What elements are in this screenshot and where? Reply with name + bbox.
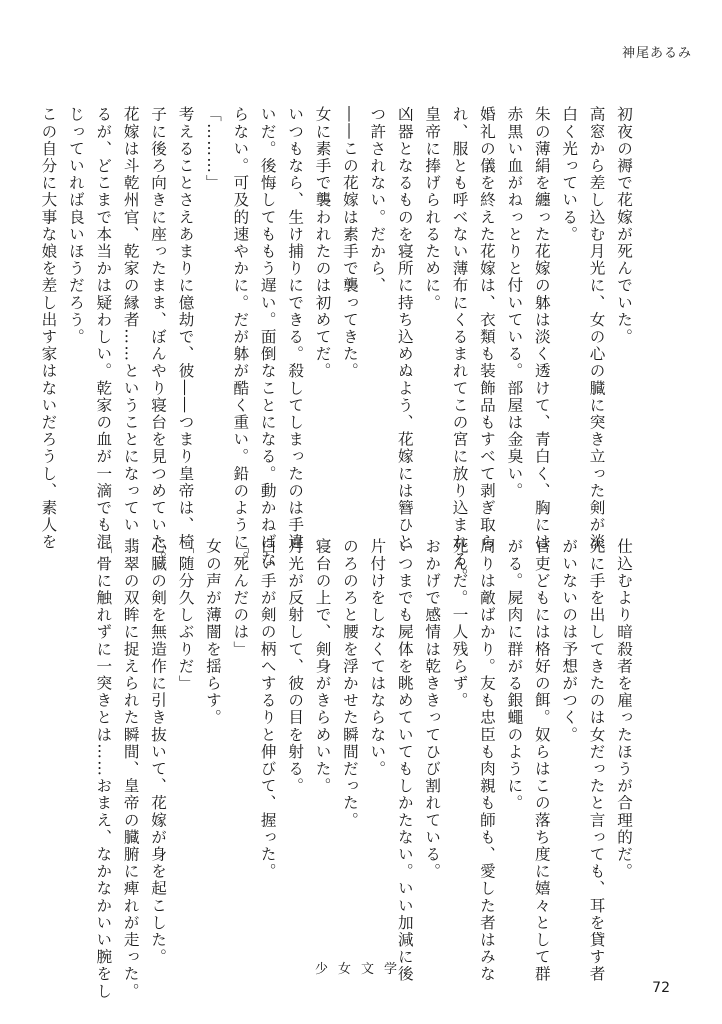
text-line: 白く光っている。 bbox=[560, 106, 579, 243]
text-line: 周りは敵ばかり。友も忠臣も肉親も師も、愛した者はみな bbox=[477, 538, 496, 983]
text-line: 皇帝に捧げられるために。 bbox=[423, 106, 442, 312]
text-line: おかげで感情は乾ききってひび割れている。 bbox=[423, 538, 442, 880]
text-line: いつまでも屍体を眺めていてもしかたない。いい加減に後 bbox=[395, 538, 414, 983]
text-line: 先に手を出してきたのは女だったと言っても、耳を貸す者 bbox=[587, 538, 606, 983]
text-line: 赤黒い血がねっとりと付いている。部屋は金臭い。 bbox=[505, 106, 524, 500]
text-line: この自分に大事な娘を差し出す家はないだろうし、素人を bbox=[39, 106, 58, 551]
text-line: ――この花嫁は素手で襲ってきた。 bbox=[340, 106, 359, 380]
text-line: 朱の薄絹を纏った花嫁の躰は淡く透けて、青白く、胸には bbox=[532, 106, 551, 551]
text-line: 翡翠の双眸に捉えられた瞬間、皇帝の臓腑に痺れが走った。 bbox=[121, 538, 140, 1000]
text-line: いつもなら、生け捕りにできる。殺してしまったのは手違 bbox=[286, 106, 305, 551]
text-line: いだ。後悔してももう遅い。面倒なことになる。動かねばな bbox=[258, 106, 277, 568]
text-line: 女に素手で襲われたのは初めてだ。 bbox=[313, 106, 332, 380]
text-line: 死んだ。一人残らず。 bbox=[450, 538, 469, 709]
text-line: 「骨に触れずに一突きとは……おまえ、なかなかいい腕をし bbox=[94, 538, 113, 1000]
text-line: 官吏どもには格好の餌。奴らはこの落ち度に嬉々として群 bbox=[532, 538, 551, 983]
text-line: 「随分久しぶりだ」 bbox=[176, 538, 195, 692]
text-line: 月光が反射して、彼の目を射る。 bbox=[286, 538, 305, 795]
text-line: 女の声が薄闇を揺らす。 bbox=[203, 538, 222, 727]
text-line: 片付けをしなくてはならない。 bbox=[368, 538, 387, 778]
text-line: 花嫁は斗乾州官、乾家の縁者……ということになってい bbox=[121, 106, 140, 534]
text-line: 婚礼の儀を終えた花嫁は、衣類も装飾品もすべて剥ぎ取ら bbox=[477, 106, 496, 551]
text-line: 寝台の上で、剣身がきらめいた。 bbox=[313, 538, 332, 795]
text-line: 子に後ろ向きに座ったまま、ぼんやり寝台を見つめていた。 bbox=[149, 106, 168, 568]
text-line: つ許されない。だから、 bbox=[368, 106, 387, 295]
page-number: 72 bbox=[652, 980, 670, 996]
text-line: 白い手が剣の柄へするりと伸びて、握った。 bbox=[258, 538, 277, 880]
text-line: 初夜の褥で花嫁が死んでいた。 bbox=[615, 106, 633, 346]
text-line: 凶器となるものを寝所に持ち込めぬよう、花嫁には簪ひと bbox=[395, 106, 414, 551]
text-line: 「死んだのは」 bbox=[231, 538, 250, 658]
text-line: じっていれば良いほうだろう。 bbox=[66, 106, 85, 346]
text-line: がいないのは予想がつく。 bbox=[560, 538, 579, 744]
text-line: のろのろと腰を浮かせた瞬間だった。 bbox=[340, 538, 359, 829]
text-line: 高窓から差し込む月光に、女の心の臓に突き立った剣が淡 bbox=[587, 106, 606, 551]
author-name: 神尾あるみ bbox=[621, 46, 692, 61]
text-line: 仕込むより暗殺者を雇ったほうが合理的だ。 bbox=[615, 538, 633, 880]
text-line: がる。屍肉に群がる銀蠅のように。 bbox=[505, 538, 524, 812]
text-line: るが、どこまで本当かは疑わしい。乾家の血が一滴でも混 bbox=[94, 106, 113, 551]
text-line: 心臓の剣を無造作に引き抜いて、花嫁が身を起こした。 bbox=[149, 538, 168, 966]
text-line: 「………」 bbox=[203, 106, 222, 192]
text-line: 考えることさえあまりに億劫で、彼――つまり皇帝は、椅 bbox=[176, 106, 195, 551]
text-block-upper bbox=[39, 106, 637, 585]
text-line: らない。可及的速やかに。だが躰が酷く重い。鉛のように。 bbox=[231, 106, 250, 568]
magazine-title: 少女文学 bbox=[314, 962, 407, 977]
text-line: れ、服とも呼べない薄布にくるまれてこの宮に放り込まれる。 bbox=[450, 106, 469, 585]
